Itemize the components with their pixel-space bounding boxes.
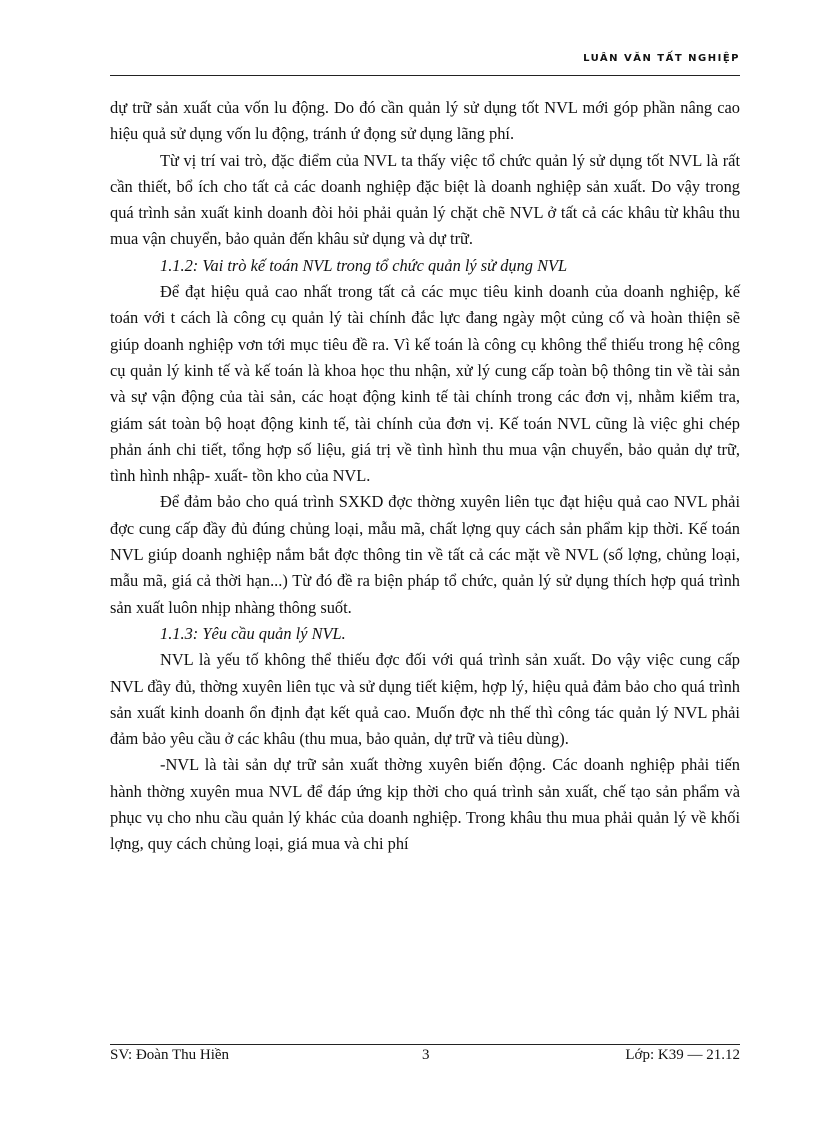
footer-student-name: SV: Đoàn Thu Hiền bbox=[110, 1047, 230, 1063]
header-divider bbox=[110, 75, 740, 76]
paragraph: NVL là yếu tố không thể thiếu đợc đối với quá trình sản xuất. Do vậy việc cung cấp NVL đầy đủ, thờng xuyên liên tục và sử dụng tiết kiệm, hợp lý, hiệu quả đảm bảo cho quá trình sản xuất kinh doanh ổn định đạt kết quả cao. Muốn đợc nh thế thì công tác quản lý NVL phải đảm bảo yêu cầu ở các khâu (thu mua, bảo quản, dự trữ và tiêu dùng). bbox=[110, 650, 740, 749]
paragraph: dự trữ sản xuất của vốn lu động. Do đó cần quản lý sử dụng tốt NVL mới góp phần nâng cao hiệu quả sử dụng vốn lu động, tránh ứ đọng sử dụng lãng phí. bbox=[110, 98, 740, 144]
paragraph: Để đạt hiệu quả cao nhất trong tất cả các mục tiêu kinh doanh của doanh nghiệp, kế toán với t cách là công cụ quản lý tài chính đắc lực đang ngày một củng cố và hoàn thiện sẽ giúp doanh nghiệp vơn tới mục tiêu đề ra. Vì kế toán là công cụ không thể thiếu trong hệ công cụ quản lý kinh tế và kế toán là khoa học thu nhận, xử lý cung cấp toàn bộ thông tin về tài sản và sự vận động của tài sản, các hoạt động kinh tế tài chính trong các đơn vị, nhằm kiểm tra, giám sát toàn bộ hoạt động kinh tế, tài chính của đơn vị. Kế toán NVL cũng là việc ghi chép phản ánh chi tiết, tổng hợp số liệu, giá trị về tình hình thu mua vận chuyển, bảo quản dự trữ, tình hình nhập- xuất- tồn kho của NVL. bbox=[110, 282, 740, 486]
section-heading: 1.1.3: Yêu cầu quản lý NVL. bbox=[160, 623, 346, 643]
paragraph: -NVL là tài sản dự trữ sản xuất thờng xuyên biến động. Các doanh nghiệp phải tiến hành thờng xuyên mua NVL để đáp ứng kịp thời cho quá trình sản xuất, chế tạo sản phẩm và phục vụ cho nhu cầu quản lý khác của doanh nghiệp. Trong khâu thu mua phải quản lý về khối lợng, quy cách chủng loại, giá mua và chi phí bbox=[110, 755, 740, 854]
document-header-title: LUÂN VĂN TẤT NGHIỆP bbox=[583, 53, 740, 64]
document-body bbox=[110, 95, 740, 858]
paragraph: Để đảm bảo cho quá trình SXKD đợc thờng xuyên liên tục đạt hiệu quả cao NVL phải đợc cung cấp đầy đủ đúng chủng loại, mẫu mã, chất lợng quy cách sản phẩm kịp thời. Kế toán NVL giúp doanh nghiệp nắm bắt đợc thông tin về tất cả các mặt về NVL (số lợng, chủng loại, mẫu mã, giá cả thời hạn...) Từ đó đề ra biện pháp tổ chức, quản lý sử dụng thích hợp quá trình sản xuất luôn nhịp nhàng thông suốt. bbox=[110, 492, 740, 617]
section-heading: 1.1.2: Vai trò kế toán NVL trong tổ chức quản lý sử dụng NVL bbox=[160, 255, 568, 275]
footer-class: Lớp: K39 — 21.12 bbox=[625, 1047, 740, 1063]
footer-divider bbox=[110, 1044, 740, 1045]
footer-page-number: 3 bbox=[422, 1047, 430, 1063]
paragraph: Từ vị trí vai trò, đặc điểm của NVL ta thấy việc tổ chức quản lý sử dụng tốt NVL là rất cần thiết, bổ ích cho tất cả các doanh nghiệp đặc biệt là doanh nghiệp sản xuất. Do vậy trong quá trình sản xuất kinh doanh đòi hỏi phải quản lý chặt chẽ NVL ở tất cả các khâu từ khâu thu mua vận chuyển, bảo quản đến khâu sử dụng và dự trữ. bbox=[110, 150, 740, 249]
